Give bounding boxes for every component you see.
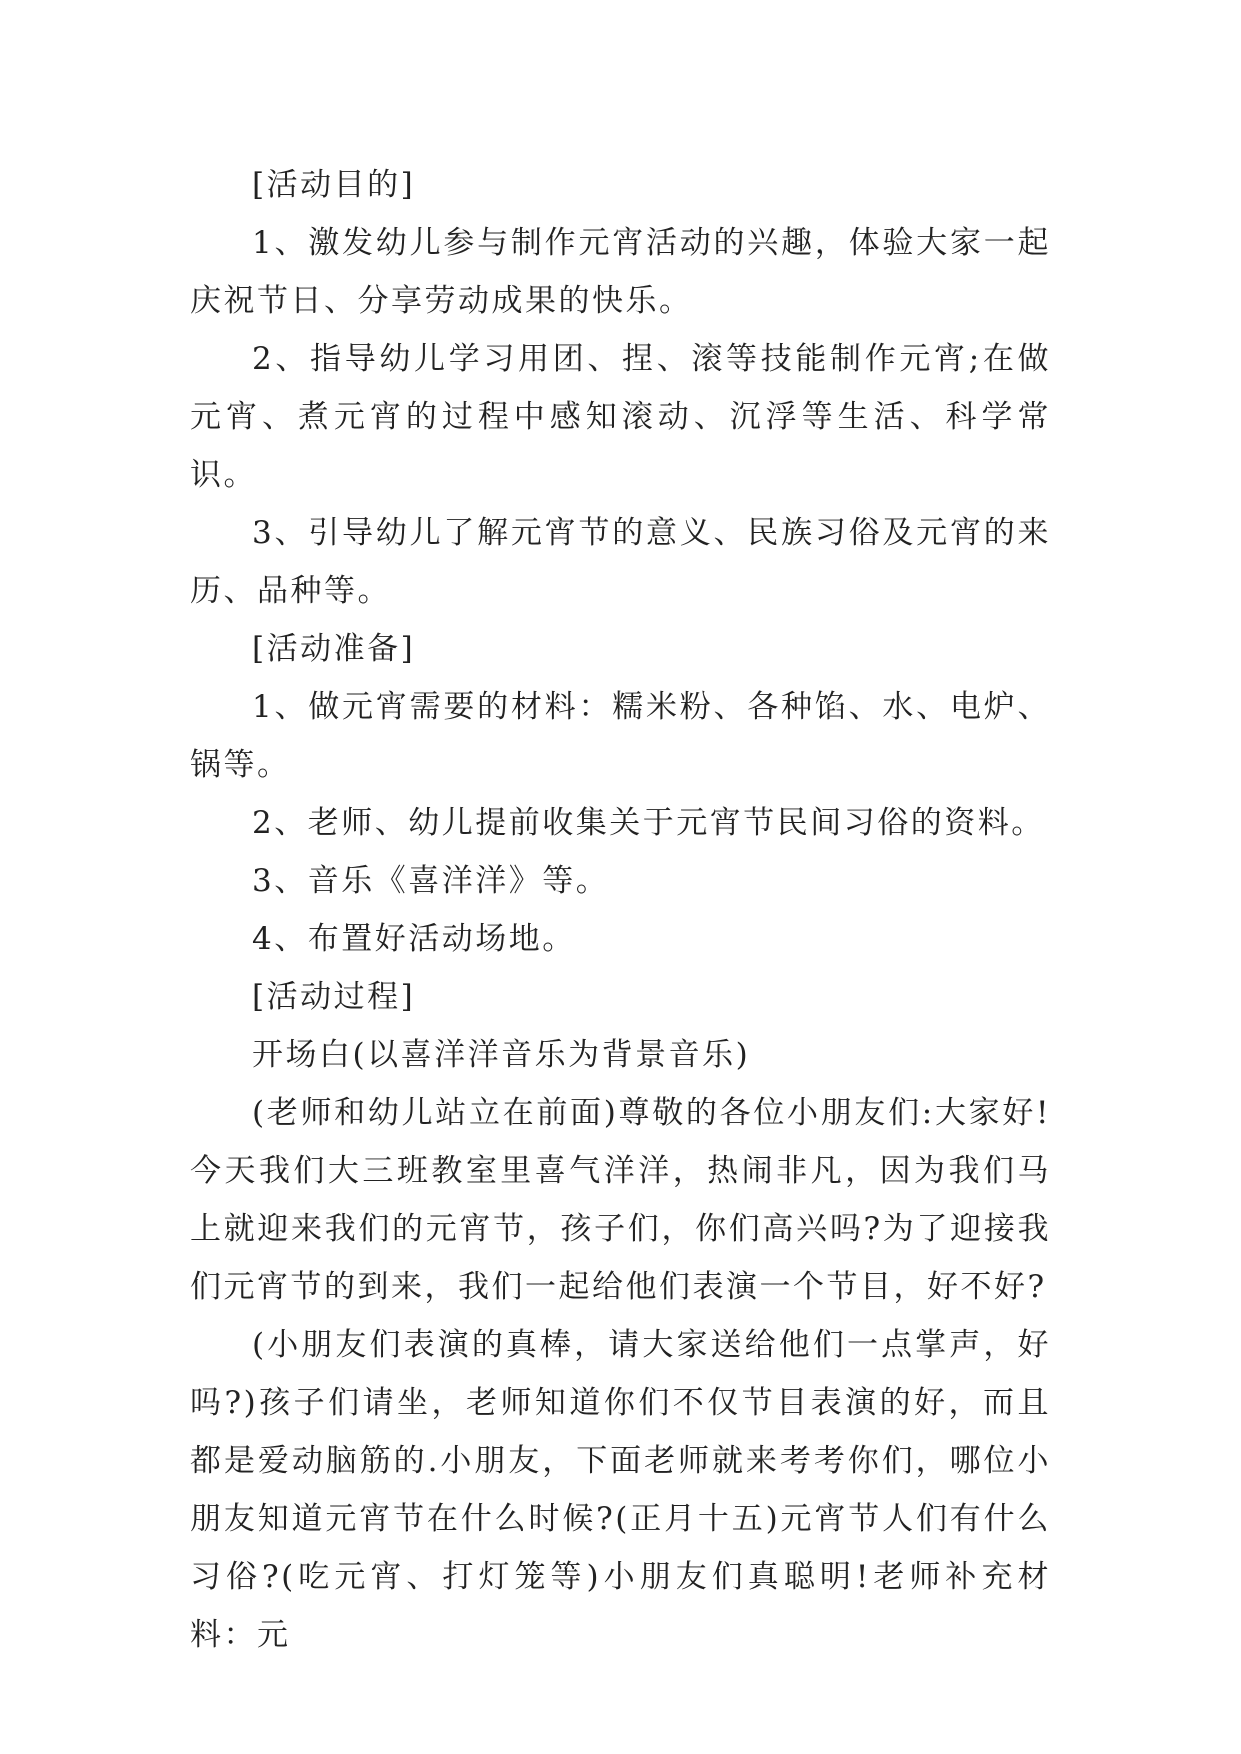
paragraph-objective-2: 2、指导幼儿学习用团、捏、滚等技能制作元宵;在做元宵、煮元宵的过程中感知滚动、沉浮等生活、科学常识。	[190, 341, 1051, 493]
paragraph-objective-1: 1、激发幼儿参与制作元宵活动的兴趣，体验大家一起庆祝节日、分享劳动成果的快乐。	[190, 225, 1051, 319]
paragraph-greeting: (老师和幼儿站立在前面)尊敬的各位小朋友们:大家好!今天我们大三班教室里喜气洋洋，热闹非凡，因为我们马上就迎来我们的元宵节，孩子们，你们高兴吗?为了迎接我们元宵节的到来，我们一起给他们表演一个节目，好不好?	[190, 1095, 1051, 1305]
paragraph-objective-3: 3、引导幼儿了解元宵节的意义、民族习俗及元宵的来历、品种等。	[190, 515, 1051, 609]
paragraph-opening: 开场白(以喜洋洋音乐为背景音乐)	[252, 1037, 751, 1073]
section-heading-process: [活动过程]	[252, 979, 416, 1015]
paragraph-quiz: (小朋友们表演的真棒，请大家送给他们一点掌声，好吗?)孩子们请坐，老师知道你们不仅节目表演的好，而且都是爱动脑筋的.小朋友，下面老师就来考考你们，哪位小朋友知道元宵节在什么时候?(正月十五)元宵节人们有什么习俗?(吃元宵、打灯笼等)小朋友们真聪明!老师补充材料：元	[190, 1327, 1051, 1653]
section-heading-preparation: [活动准备]	[252, 631, 416, 667]
section-heading-objectives: [活动目的]	[252, 167, 416, 203]
paragraph-preparation-4: 4、布置好活动场地。	[252, 921, 576, 957]
paragraph-preparation-2: 2、老师、幼儿提前收集关于元宵节民间习俗的资料。	[252, 805, 1045, 841]
document-body	[190, 156, 1051, 1664]
paragraph-preparation-1: 1、做元宵需要的材料：糯米粉、各种馅、水、电炉、锅等。	[190, 689, 1051, 783]
paragraph-preparation-3: 3、音乐《喜洋洋》等。	[252, 863, 610, 899]
